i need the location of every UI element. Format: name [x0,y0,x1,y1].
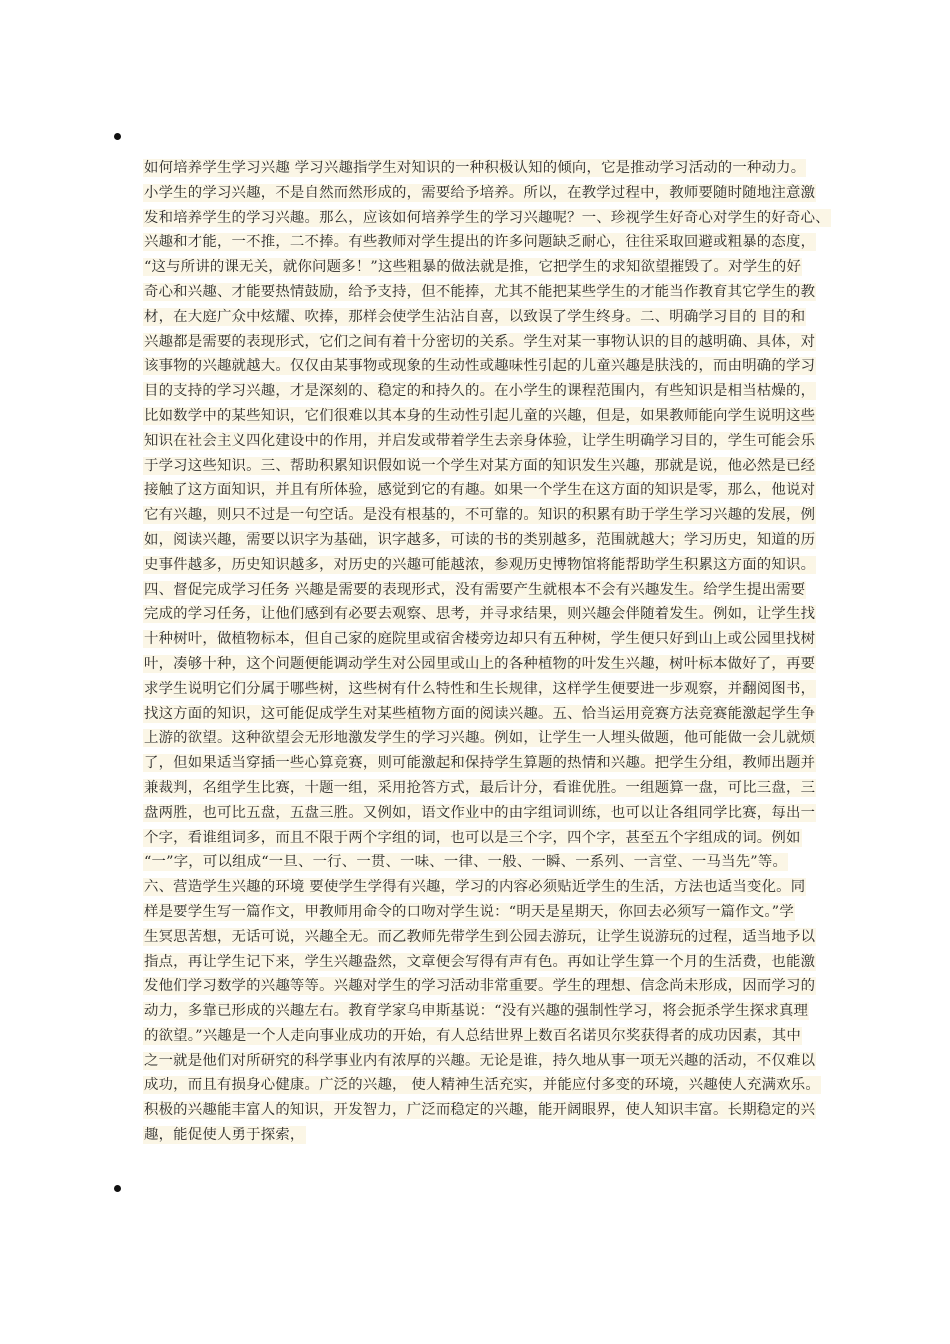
text-line: 样是要学生写一篇作文，甲教师用命令的口吻对学生说：“明天是星期天，你回去必须写一篇作文。”学 [144,903,794,920]
text-line: 该事物的兴趣就越大。仅仅由某事物或现象的生动性或趣味性引起的儿童兴趣是肤浅的，而由明确的学习 [144,358,816,375]
text-line: 求学生说明它们分属于哪些树，这些树有什么特性和生长规律，这样学生便要进一步观察，并翻阅图书， [144,680,816,697]
text-line: 兴趣都是需要的表现形式，它们之间有着十分密切的关系。学生对某一事物认识的目的越明确、具体，对 [144,333,816,350]
text-line: 奇心和兴趣、才能要热情鼓励，给予支持，但不能捧，尤其不能把某些学生的才能当作教育其它学生的教 [144,283,816,300]
text-line: 趣，能促使人勇于探索， [144,1127,305,1144]
text-line: 找这方面的知识，这可能促成学生对某些植物方面的阅读兴趣。五、恰当运用竞赛方法竞赛能激起学生争 [144,705,816,722]
text-line: 了，但如果适当穿插一些心算竞赛，则可能激起和保持学生算题的热情和兴趣。把学生分组，教师出题并 [144,755,816,772]
text-line: 如，阅读兴趣，需要以识字为基础，识字越多，可读的书的类别越多，范围就越大；学习历史，知道的历 [144,531,816,548]
text-line: 生冥思苦想，无话可说，兴趣全无。而乙教师先带学生到公园去游玩，让学生说游玩的过程，适当地予以 [144,928,816,945]
text-line: 动力，多靠已形成的兴趣左右。教育学家乌申斯基说：“没有兴趣的强制性学习，将会扼杀学生探求真理 [144,1003,809,1020]
text-line: 叶，凑够十种，这个问题便能调动学生对公园里或山上的各种植物的叶发生兴趣，树叶标本做好了，再要 [144,655,816,672]
list-bullet [114,1185,121,1192]
text-line: 发他们学习数学的兴趣等等。兴趣对学生的学习活动非常重要。学生的理想、信念尚未形成，因而学习的 [144,978,816,995]
text-line: 如何培养学生学习兴趣 学习兴趣指学生对知识的一种积极认知的倾向，它是推动学习活动的一种动力。 [144,160,806,176]
text-line: 指点，再让学生记下来，学生兴趣盎然，文章便会写得有声有色。再如让学生算一个月的生活费，也能激 [144,953,816,970]
article-body [144,156,830,1148]
text-line: 史事件越多，历史知识越多，对历史的兴趣可能越浓，参观历史博物馆将能帮助学生积累这方面的知识。 [144,556,816,573]
text-line: 知识在社会主义四化建设中的作用，并启发或带着学生去亲身体验，让学生明确学习目的，学生可能会乐 [144,432,816,449]
text-line: 成功，而且有损身心健康。广泛的兴趣， 使人精神生活充实，并能应付多变的环境，兴趣使人充满欢乐。 [144,1077,820,1094]
text-line: 上游的欲望。这种欲望会无形地激发学生的学习兴趣。例如，让学生一人埋头做题，他可能做一会儿就烦 [144,730,816,747]
text-line: “这与所讲的课无关，就你问题多！”这些粗暴的做法就是推，它把学生的求知欲望摧毁了。对学生的好 [144,259,802,276]
text-line: 目的支持的学习兴趣，才是深刻的、稳定的和持久的。在小学生的课程范围内，有些知识是相当枯燥的， [144,383,816,400]
text-line: 材，在大庭广众中炫耀、吹捧，那样会使学生沾沾自喜，以致误了学生终身。二、明确学习目的 目的和 [144,308,806,325]
text-line: 小学生的学习兴趣，不是自然而然形成的，需要给予培养。所以，在教学过程中，教师要随时随地注意激 [144,184,816,201]
text-line: 完成的学习任务，让他们感到有必要去观察、思考，并寻求结果，则兴趣会伴随着发生。例如，让学生找 [144,606,816,623]
text-line: 它有兴趣，则只不过是一句空话。是没有根基的，不可靠的。知识的积累有助于学生学习兴趣的发展，例 [144,507,816,524]
list-bullet [114,133,121,140]
text-line: 之一就是他们对所研究的科学事业内有浓厚的兴趣。无论是谁，持久地从事一项无兴趣的活动，不仅难以 [144,1052,816,1069]
text-line: “一”字，可以组成“一旦、一行、一贯、一味、一律、一般、一瞬、一系列、一言堂、一马当先”等。 [144,854,788,871]
text-line: 发和培养学生的学习兴趣。那么，应该如何培养学生的学习兴趣呢？一、珍视学生好奇心对学生的好奇心、 [144,209,830,226]
text-line: 积极的兴趣能丰富人的知识，开发智力，广泛而稳定的兴趣，能开阔眼界，使人知识丰富。长期稳定的兴 [144,1102,816,1119]
text-line: 四、督促完成学习任务 兴趣是需要的表现形式，没有需要产生就根本不会有兴趣发生。给学生提出需要 [144,581,806,598]
text-line: 兼裁判，名组学生比赛，十题一组，采用抢答方式，最后计分，看谁优胜。一组题算一盘，可比三盘，三 [144,779,816,796]
text-line: 个字，看谁组词多，而且不限于两个字组的词，也可以是三个字，四个字，甚至五个字组成的词。例如 [144,829,801,846]
text-line: 六、营造学生兴趣的环境 要使学生学得有兴趣，学习的内容必须贴近学生的生活，方法也适当变化。同 [144,879,806,896]
text-line: 于学习这些知识。三、帮助积累知识假如说一个学生对某方面的知识发生兴趣，那就是说，他必然是已经 [144,457,816,474]
text-line: 十种树叶，做植物标本，但自己家的庭院里或宿舍楼旁边却只有五种树，学生便只好到山上或公园里找树 [144,631,816,648]
text-line: 盘两胜，也可比五盘，五盘三胜。又例如，语文作业中的由字组词训练，也可以让各组同学比赛，每出一 [144,804,816,821]
text-line: 的欲望。”兴趣是一个人走向事业成功的开始，有人总结世界上数百名诺贝尔奖获得者的成功因素，其中 [144,1027,801,1044]
text-line: 比如数学中的某些知识，它们很难以其本身的生动性引起儿童的兴趣，但是，如果教师能向学生说明这些 [144,407,816,424]
text-line: 接触了这方面知识，并且有所体验，感觉到它的有趣。如果一个学生在这方面的知识是零，那么，他说对 [144,482,816,499]
text-line: 兴趣和才能，一不推，二不捧。有些教师对学生提出的许多问题缺乏耐心，往往采取回避或粗暴的态度， [144,234,816,251]
